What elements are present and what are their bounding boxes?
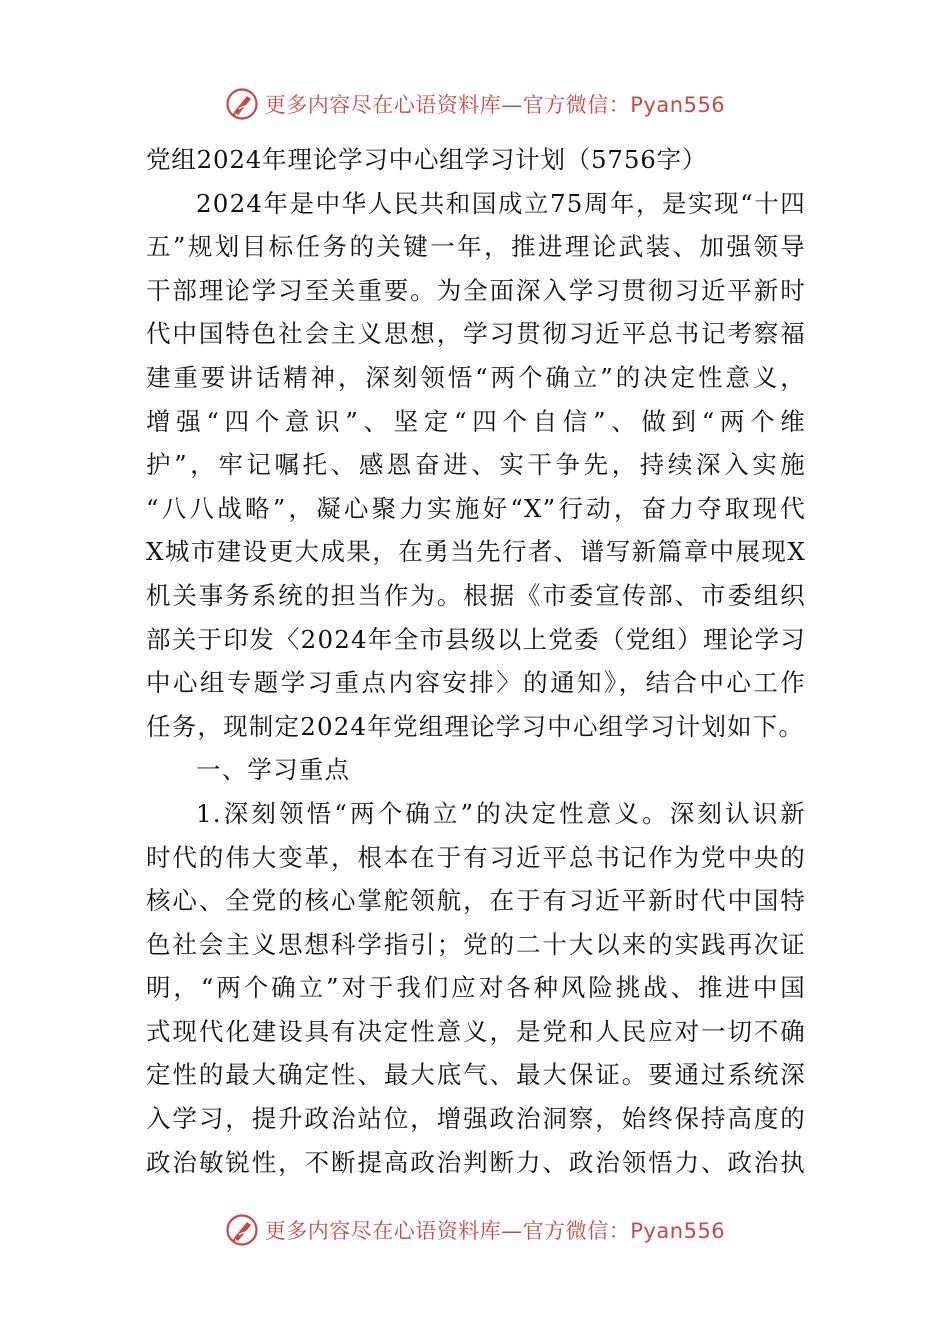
paragraph-line: 入学习，提升政治站位，增强政治洞察，始终保持高度的 (146, 1104, 806, 1134)
paragraph-line: 色社会主义思想科学指引；党的二十大以来的实践再次证 (146, 929, 806, 959)
paragraph-line: 中心组专题学习重点内容安排〉的通知》，结合中心工作 (146, 668, 806, 698)
paragraph-line: “八八战略”，凝心聚力实施好“X”行动，奋力夺取现代 (146, 493, 806, 523)
paragraph-line: 建重要讲话精神，深刻领悟“两个确立”的决定性意义， (146, 362, 806, 392)
paragraph-line: X城市建设更大成果，在勇当先行者、谱写新篇章中展现X (146, 537, 806, 567)
paragraph-line: 2024年是中华人民共和国成立75周年，是实现“十四 (196, 188, 806, 218)
paragraph-line: 机关事务系统的担当作为。根据《市委宣传部、市委组织 (146, 580, 806, 610)
paragraph-line: 任务，现制定2024年党组理论学习中心组学习计划如下。 (146, 711, 805, 741)
watermark-text: 更多内容尽在心语资料库—官方微信：Pyan556 (264, 93, 726, 117)
paragraph-line: 明，“两个确立”对于我们应对各种风险挑战、推进中国 (146, 973, 806, 1003)
section-heading: 一、学习重点 (196, 755, 351, 785)
watermark-footer (0, 1210, 950, 1250)
paragraph-line: 1.深刻领悟“两个确立”的决定性意义。深刻认识新 (196, 798, 806, 828)
paragraph-line: 护”，牢记嘱托、感恩奋进、实干争先，持续深入实施 (146, 450, 806, 480)
document-body (146, 138, 806, 1184)
watermark-text: 更多内容尽在心语资料库—官方微信：Pyan556 (264, 1219, 726, 1243)
paragraph-line: 增强“四个意识”、坚定“四个自信”、做到“两个维 (146, 406, 806, 436)
paragraph-line: 核心、全党的核心掌舵领航，在于有习近平新时代中国特 (146, 886, 806, 916)
paragraph-line: 五”规划目标任务的关键一年，推进理论武装、加强领导 (146, 232, 806, 262)
paragraph-line: 时代的伟大变革，根本在于有习近平总书记作为党中央的 (146, 842, 806, 872)
paragraph-line: 定性的最大确定性、最大底气、最大保证。要通过系统深 (146, 1060, 806, 1090)
pen-logo-icon (225, 87, 259, 121)
paragraph-line: 政治敏锐性，不断提高政治判断力、政治领悟力、政治执 (146, 1147, 806, 1177)
paragraph-line: 式现代化建设具有决定性意义，是党和人民应对一切不确 (146, 1016, 806, 1046)
watermark-header (0, 84, 950, 124)
document-title: 党组2024年理论学习中心组学习计划（5756字） (146, 145, 708, 174)
paragraph-line: 干部理论学习至关重要。为全面深入学习贯彻习近平新时 (146, 275, 806, 305)
pen-logo-icon (225, 1213, 259, 1247)
paragraph-line: 代中国特色社会主义思想，学习贯彻习近平总书记考察福 (146, 319, 806, 349)
paragraph-line: 部关于印发〈2024年全市县级以上党委（党组）理论学习 (146, 624, 806, 654)
